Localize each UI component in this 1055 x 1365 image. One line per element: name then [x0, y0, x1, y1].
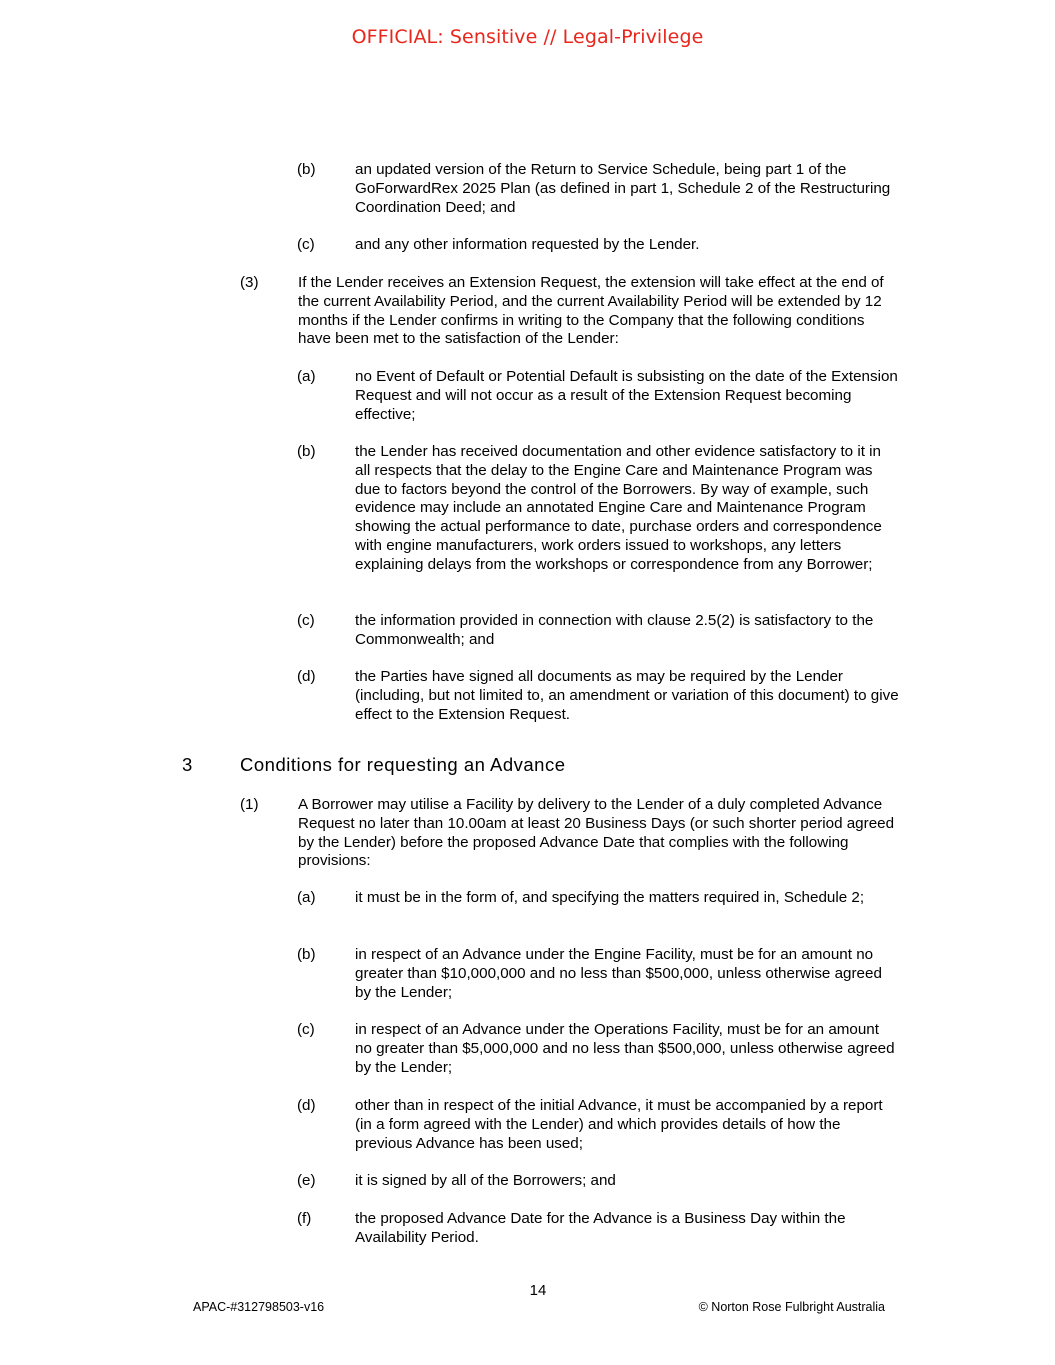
list-item-label: (b) — [297, 946, 316, 963]
list-item-label: (d) — [297, 1097, 316, 1114]
list-item-text: an updated version of the Return to Service Schedule, being part 1 of the GoForwardRex 2025 Plan (as defined in part 1, Schedule 2 of the Restructuring Coordination Deed; and — [355, 161, 891, 216]
list-item-text: no Event of Default or Potential Default is subsisting on the date of the Extension Request and will not occur as a result of the Extension Request becoming effective; — [355, 368, 898, 423]
list-item-label: (a) — [297, 368, 316, 385]
clause-text: If the Lender receives an Extension Request, the extension will take effect at the end of the current Availability Period, and the current Availability Period will be extended by 12 months if the Lender confirms in writing to the Company that the following conditions have been met to the satisfaction of the Lender: — [298, 274, 884, 348]
list-item-text: it is signed by all of the Borrowers; and — [355, 1172, 616, 1189]
list-item-label: (e) — [297, 1172, 316, 1189]
list-item-text: the proposed Advance Date for the Advance is a Business Day within the Availability Period. — [355, 1210, 846, 1246]
list-item-text: the Lender has received documentation and other evidence satisfactory to it in all respects that the delay to the Engine Care and Maintenance Program was due to factors beyond the control of the Borrowers. By way of example, such evidence may include an annotated Engine Care and Maintenance Program showing the actual performance to date, purchase orders and correspondence with engine manufacturers, work orders issued to workshops, any letters explaining delays from the workshops or correspondence from any Borrower; — [355, 443, 882, 573]
list-item-label: (c) — [297, 612, 315, 629]
list-item-text: in respect of an Advance under the Engine Facility, must be for an amount no greater than $10,000,000 and no less than $500,000, unless otherwise agreed by the Lender; — [355, 946, 882, 1001]
list-item-label: (a) — [297, 889, 316, 906]
clause-text: A Borrower may utilise a Facility by delivery to the Lender of a duly completed Advance Request no later than 10.00am at least 20 Business Days (or such shorter period agreed by the Lender) before the proposed Advance Date that complies with the following provisions: — [298, 796, 895, 870]
section-number: 3 — [182, 754, 193, 775]
list-item-label: (f) — [297, 1210, 312, 1227]
page-number: 14 — [529, 1282, 547, 1299]
clause-label: (3) — [240, 274, 259, 291]
copyright-notice: © Norton Rose Fulbright Australia — [698, 1300, 885, 1314]
list-item-text: and any other information requested by the Lender. — [355, 236, 700, 253]
list-item-label: (d) — [297, 668, 316, 685]
document-id: APAC-#312798503-v16 — [193, 1300, 325, 1314]
list-item-text: in respect of an Advance under the Operations Facility, must be for an amount no greater than $5,000,000 and no less than $500,000, unless otherwise agreed by the Lender; — [355, 1021, 895, 1076]
classification-marking: OFFICIAL: Sensitive // Legal-Privilege — [351, 26, 704, 48]
list-item-text: the information provided in connection with clause 2.5(2) is satisfactory to the Commonwealth; and — [355, 612, 874, 648]
list-item-text: it must be in the form of, and specifying the matters required in, Schedule 2; — [355, 889, 865, 906]
list-item-label: (c) — [297, 1021, 315, 1038]
list-item-label: (b) — [297, 443, 316, 460]
list-item-text: the Parties have signed all documents as may be required by the Lender (including, but not limited to, an amendment or variation of this document) to give effect to the Extension Request. — [355, 668, 899, 723]
list-item-text: other than in respect of the initial Advance, it must be accompanied by a report (in a form agreed with the Lender) and which provides details of how the previous Advance has been used; — [355, 1097, 883, 1152]
list-item-label: (c) — [297, 236, 315, 253]
clause-label: (1) — [240, 796, 259, 813]
section-title: Conditions for requesting an Advance — [240, 754, 566, 775]
list-item-label: (b) — [297, 161, 316, 178]
